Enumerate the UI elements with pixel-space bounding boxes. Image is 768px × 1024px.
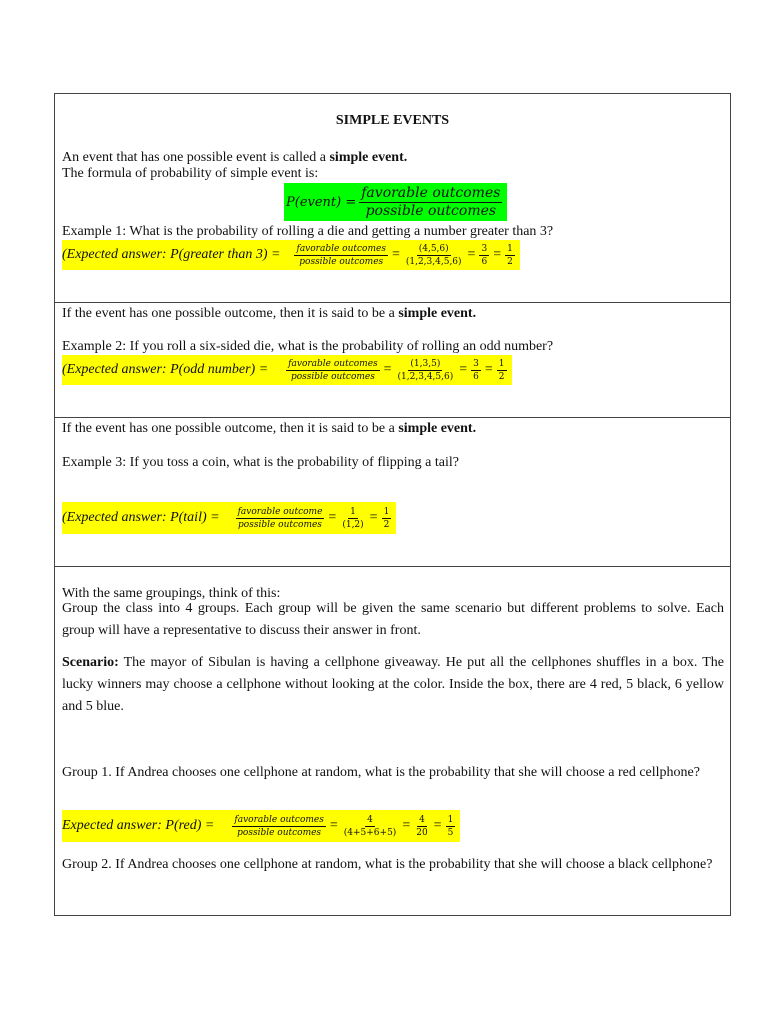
example-3-question: Example 3: If you toss a coin, what is the probability of flipping a tail? (62, 455, 459, 470)
intro-line-2: The formula of probability of simple event is: (62, 166, 319, 181)
worksheet-table (54, 93, 731, 916)
example-2-question: Example 2: If you roll a six-sided die, what is the probability of rolling an odd number? (62, 339, 554, 354)
row-intro (55, 94, 730, 303)
example-1-question: Example 1: What is the probability of rolling a die and getting a number greater than 3? (62, 224, 554, 239)
group-2-question: Group 2. If Andrea chooses one cellphone at random, what is the probability that she will choose a black cellphone? (62, 857, 713, 872)
intro-line-1: An event that has one possible event is called a simple event. (62, 150, 408, 165)
example-3-answer: (Expected answer: P(tail) = $\frac{\text{favorable outcome}}{\text{possible outcomes}}$ = $\frac{1}{(1,2)}$ = $\frac{1}{2}$ (62, 502, 396, 534)
section-3-intro: If the event has one possible outcome, then it is said to be a simple event. (62, 421, 477, 436)
section-2-intro: If the event has one possible outcome, then it is said to be a simple event. (62, 306, 477, 321)
formula-highlight: P(event) = $\frac{\text{favorable outcomes}}{\text{possible outcomes}}$ (284, 183, 507, 221)
formula-fraction: $\frac{\text{favorable outcomes}}{\text{possible outcomes}}$ (361, 184, 501, 219)
row-group-activity (55, 567, 730, 917)
row-example-3 (55, 418, 730, 567)
group-1-answer: Expected answer: P(red) = $\frac{\text{favorable outcomes}}{\text{possible outcomes}}$ = $\frac{4}{(4+5+6+5)}$ = $\frac{4}{20}$ = $\frac{1}{5}$ (62, 810, 460, 842)
groupings-line: With the same groupings, think of this: (62, 586, 281, 601)
scenario-paragraph: Scenario: The mayor of Sibulan is having a cellphone giveaway. He put all the cellphones shuffles in a box. The lucky winners may choose a cellphone without looking at the color. Inside the box, there are 4 red, 5 black, 6 yellow and 5 blue. (62, 655, 724, 714)
example-1-answer: (Expected answer: P(greater than 3) = $\frac{\text{favorable outcomes}}{\text{possible outcomes}}$ = $\frac{(4,5,6)}{(1,2,3,4,5,6)}$ = $\frac{3}{6}$ = $\frac{1}{2}$ (62, 240, 520, 270)
row-example-2 (55, 303, 730, 418)
groupings-instructions: Group the class into 4 groups. Each group will be given the same scenario but different problems to solve. Each group will have a representative to discuss their answer in front. (62, 601, 724, 638)
page-title: SIMPLE EVENTS (335, 113, 450, 128)
group-1-question: Group 1. If Andrea chooses one cellphone at random, what is the probability that she will choose a red cellphone? (62, 765, 700, 780)
example-2-answer: (Expected answer: P(odd number) = $\frac{\text{favorable outcomes}}{\text{possible outcomes}}$ = $\frac{(1,3,5)}{(1,2,3,4,5,6)}$ = $\frac{3}{6}$ = $\frac{1}{2}$ (62, 355, 512, 385)
